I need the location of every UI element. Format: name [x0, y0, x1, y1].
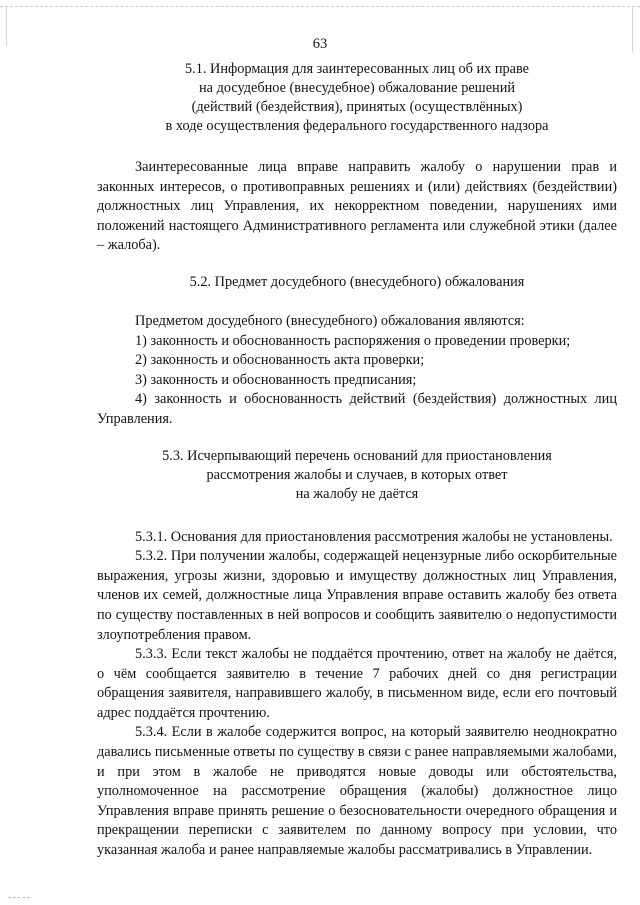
- section-5-1-heading-line-4: в ходе осуществления федерального государственного надзора: [165, 118, 549, 134]
- section-5-3-3-paragraph: 5.3.3. Если текст жалобы не поддаётся прочтению, ответ на жалобу не даётся, о чём сообщается заявителю в течение 7 рабочих дней со дня регистрации обращения заявителя, направившего жалобу, в письменном виде, если его почтовый адрес поддаётся прочтению.: [97, 646, 617, 721]
- section-5-1-paragraph: Заинтересованные лица вправе направить жалобу о нарушении прав и законных интересов, о противоправных решениях и (или) действиях (бездействии) должностных лиц Управления, их некорректном поведении, нарушениях ими положений настоящего Административного регламента или служебной этики (далее – жалоба).: [97, 159, 617, 254]
- section-5-3: [97, 447, 617, 861]
- section-5-3-4-paragraph: 5.3.4. Если в жалобе содержится вопрос, на который заявителю неоднократно давались письменные ответы по существу в связи с ранее направляемыми жалобами, и при этом в жалобе не приводятся новые доводы или обстоятельства, уполномоченное на рассмотрение обращения (жалобы) должностное лицо Управления вправе принять решение о безосновательности очередного обращения и прекращении переписки с заявителем по данному вопросу при условии, что указанная жалоба и ранее направляемые жалобы рассматривались в Управлении.: [97, 724, 617, 859]
- page-content: [97, 60, 617, 861]
- page-number: 63: [312, 36, 328, 52]
- section-5-3-1-paragraph: 5.3.1. Основания для приостановления рассмотрения жалобы не установлены.: [135, 528, 613, 545]
- section-5-2-item-1: 1) законность и обоснованность распоряжения о проведении проверки;: [135, 332, 571, 349]
- scan-edge-bottom: [8, 897, 30, 899]
- section-5-2-item-4: 4) законность и обоснованность действий (бездействия) должностных лиц Управления.: [97, 391, 617, 427]
- section-5-1: [97, 60, 617, 256]
- section-5-1-heading-line-2: на досудебное (внесудебное) обжалование решений: [199, 80, 515, 96]
- section-5-2: [97, 273, 617, 430]
- section-5-1-heading-line-3: (действий (бездействия), принятых (осуществлённых): [191, 99, 523, 115]
- section-5-3-heading-line-2: рассмотрения жалобы и случаев, в которых ответ: [206, 466, 508, 483]
- section-5-2-item-2: 2) законность и обоснованность акта проверки;: [135, 352, 425, 369]
- section-5-2-heading: 5.2. Предмет досудебного (внесудебного) обжалования: [189, 273, 525, 290]
- section-5-3-heading-line-1: 5.3. Исчерпывающий перечень оснований для приостановления: [162, 447, 552, 464]
- scan-edge-top: [0, 6, 640, 8]
- section-5-2-intro: Предметом досудебного (внесудебного) обжалования являются:: [135, 312, 525, 329]
- section-5-1-heading-line-1: 5.1. Информация для заинтересованных лиц об их праве: [185, 61, 529, 77]
- section-5-3-2-paragraph: 5.3.2. При получении жалобы, содержащей нецензурные либо оскорбительные выражения, угрозы жизни, здоровью и имуществу должностных лиц Управления, членов их семей, должностные лица Управления вправе оставить жалобу без ответа по существу поставленных в ней вопросов и сообщить заявителю о недопустимости злоупотребления правом.: [97, 548, 617, 643]
- section-5-2-item-3: 3) законность и обоснованность предписания;: [135, 371, 417, 388]
- section-5-3-heading-line-3: на жалобу не даётся: [295, 485, 419, 502]
